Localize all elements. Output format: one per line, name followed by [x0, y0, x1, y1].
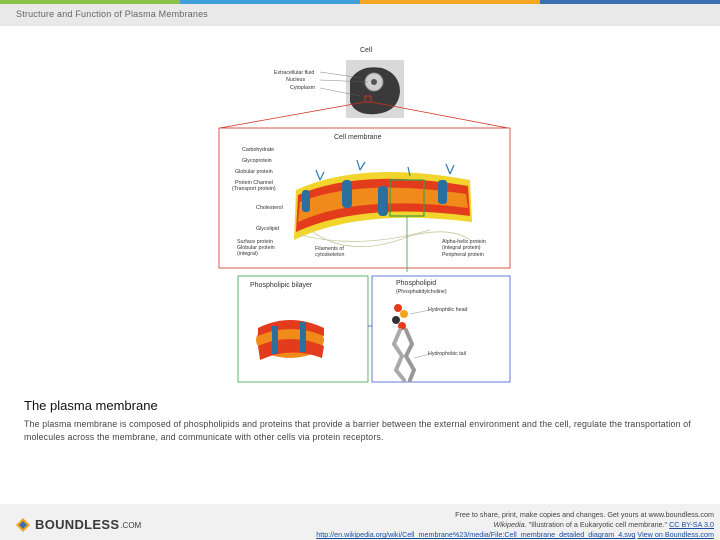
source-url-link[interactable]: http://en.wikipedia.org/wiki/Cell_membrane%23/media/File:Cell_membrane_detailed_diagram_4.svg — [316, 530, 636, 539]
phospholipid-subtitle: (Phosphatidylcholine) — [396, 289, 447, 295]
molecule-head-atom — [394, 304, 402, 312]
url-line — [316, 530, 714, 540]
cell-nucleolus — [371, 79, 377, 85]
cell-label: Extracellular fluid — [274, 70, 315, 76]
membrane-label: Globular protein — [235, 169, 273, 175]
membrane-label: Carbohydrate — [242, 147, 275, 153]
footer — [0, 504, 720, 540]
bilayer-panel-title: Phospholipic bilayer — [250, 282, 313, 289]
cell-label: Cytoplasm — [290, 85, 316, 91]
license-link[interactable]: CC BY-SA 3.0 — [669, 520, 714, 529]
share-notice: Free to share, print, make copies and changes. Get yours at www.boundless.com — [455, 510, 714, 519]
membrane-protein-1 — [302, 190, 310, 212]
membrane-label: Glycoprotein — [242, 158, 272, 164]
membrane-label: Protein Channel — [235, 180, 273, 186]
membrane-illustration — [210, 40, 520, 385]
membrane-label: Filaments of — [315, 246, 344, 252]
membrane-label: (integral) — [237, 251, 258, 257]
membrane-label: cytoskeleton — [315, 252, 345, 258]
bilayer-protein — [272, 326, 278, 354]
attribution — [316, 510, 714, 540]
phospholipid-label: Hydrophilic head — [428, 307, 468, 313]
zoom-line-left — [220, 102, 365, 128]
bilayer-protein — [300, 322, 306, 352]
cell-panel-title: Cell — [360, 47, 373, 54]
membrane-protein-4 — [438, 180, 447, 204]
membrane-label: Surface protein — [237, 239, 273, 245]
membrane-label: Peripheral protein — [442, 252, 484, 258]
cell-label: Nucleus — [286, 77, 306, 83]
membrane-label: Globular protein — [237, 245, 275, 251]
logo-suffix: .COM — [120, 521, 142, 530]
membrane-label: (Transport protein) — [232, 186, 276, 192]
membrane-label: Glycolipid — [256, 226, 279, 232]
phospholipid-label: Hydrophobic tail — [428, 351, 466, 357]
boundless-logo[interactable] — [16, 517, 141, 532]
source-title: "Illustration of a Eukaryotic cell membrane." — [528, 520, 668, 529]
caption-title: The plasma membrane — [24, 398, 158, 413]
boundless-logo-icon — [16, 518, 30, 532]
molecule-head-atom — [392, 316, 400, 324]
membrane-label: Alpha-helix protein — [442, 239, 486, 245]
membrane-label: (integral protein) — [442, 245, 481, 251]
view-on-boundless-link[interactable]: View on Boundless.com — [637, 530, 714, 539]
source-line — [316, 520, 714, 530]
membrane-protein-2 — [342, 180, 352, 208]
membrane-label: Cholesterol — [256, 205, 283, 211]
membrane-figure — [210, 40, 520, 385]
logo-text: BOUNDLESS — [35, 517, 120, 532]
slide-header — [0, 4, 720, 26]
phospholipid-panel-title: Phospholipid — [396, 280, 437, 287]
molecule-head-atom — [400, 310, 408, 318]
slide-title: Structure and Function of Plasma Membranes — [16, 9, 208, 19]
source-name: Wikipedia. — [493, 520, 527, 529]
caption-body: The plasma membrane is composed of phospholipids and proteins that provide a barrier between the external environment and the cell, regulate the transportation of molecules across the membrane, and communicate with other cells via protein receptors. — [24, 419, 691, 442]
membrane-protein-3 — [378, 186, 388, 216]
membrane-panel-title: Cell membrane — [334, 134, 382, 141]
